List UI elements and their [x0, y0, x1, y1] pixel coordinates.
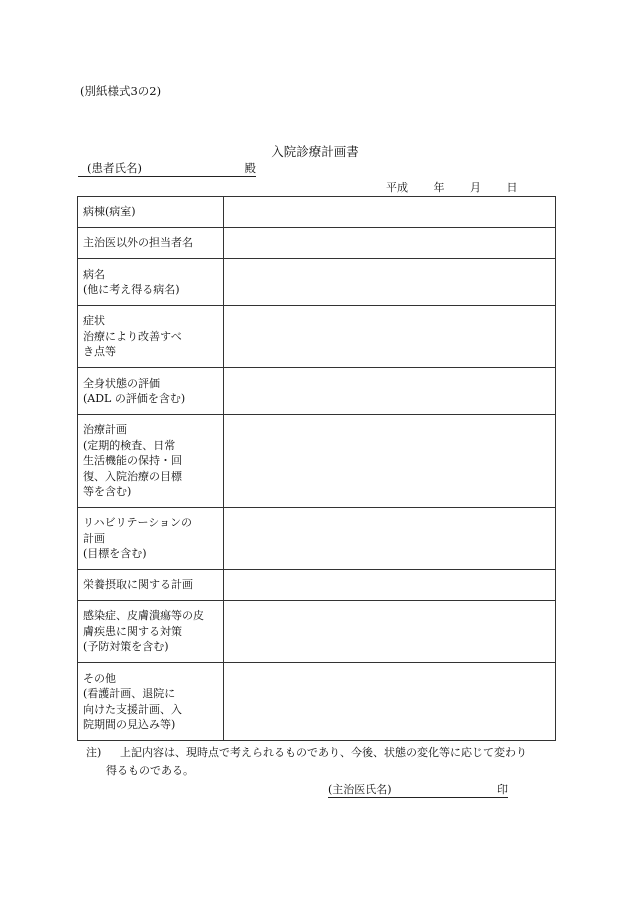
row-label-line: 生活機能の保持・回: [83, 454, 182, 468]
row-label-line: 治療により改善すべ: [83, 329, 182, 343]
row-label-line: 等を含む): [83, 485, 132, 499]
row-label: [78, 570, 224, 601]
row-label-line: (他に考え得る病名): [83, 283, 180, 296]
date-era: 平成: [386, 181, 408, 194]
patient-honorific: 殿: [244, 161, 256, 175]
table-row: [78, 197, 556, 228]
row-label-line: き点等: [83, 345, 116, 359]
date-day: 日: [506, 181, 518, 194]
row-label: [78, 197, 224, 228]
row-label: [78, 415, 224, 508]
row-label-line: 復、入院治療の目標: [83, 469, 182, 483]
row-value-cell[interactable]: [224, 663, 556, 741]
note-mark: 注): [86, 746, 102, 759]
row-label-line: 症状: [83, 314, 105, 328]
table-row: [78, 228, 556, 259]
table-row: [78, 415, 556, 508]
row-value-cell[interactable]: [224, 197, 556, 228]
row-label-line: その他: [83, 671, 116, 685]
doctor-name-label: (主治医氏名): [328, 783, 392, 796]
date-year: 年: [433, 181, 445, 194]
patient-name-field[interactable]: [78, 160, 256, 177]
row-label-line: (ADL の評価を含む): [83, 392, 186, 405]
table-row: [78, 368, 556, 415]
row-label: [78, 368, 224, 415]
row-label: [78, 306, 224, 368]
plan-table: [77, 196, 556, 741]
row-label-line: 病棟(病室): [83, 205, 136, 219]
row-label-line: 全身状態の評価: [83, 376, 160, 390]
date-month: 月: [470, 181, 481, 194]
date-line: [386, 179, 518, 195]
row-value-cell[interactable]: [224, 601, 556, 663]
row-label-line: 病名: [83, 267, 105, 281]
row-label-line: 計画: [83, 531, 105, 545]
row-value-cell[interactable]: [224, 570, 556, 601]
row-label-line: 感染症、皮膚潰瘍等の皮: [83, 609, 204, 623]
row-label-line: 治療計画: [83, 423, 127, 437]
row-value-cell[interactable]: [224, 415, 556, 508]
row-label: [78, 259, 224, 306]
table-row: [78, 570, 556, 601]
form-code: (別紙様式3の2): [80, 84, 162, 98]
table-row: [78, 663, 556, 741]
row-label-line: 膚疾患に関する対策: [83, 624, 182, 638]
row-label-line: (予防対策を含む): [83, 640, 169, 654]
row-label: [78, 663, 224, 741]
row-label: [78, 601, 224, 663]
document-title: 入院診療計画書: [271, 144, 359, 159]
table-row: [78, 259, 556, 306]
row-value-cell[interactable]: [224, 259, 556, 306]
row-value-cell[interactable]: [224, 228, 556, 259]
row-label-line: 栄養摂取に関する計画: [83, 578, 193, 592]
row-label-line: (看護計画、退院に: [83, 687, 176, 700]
table-row: [78, 306, 556, 368]
table-row: [78, 508, 556, 570]
row-label-line: 向けた支援計画、入: [83, 702, 182, 716]
patient-name-label: (患者氏名): [87, 161, 142, 175]
row-value-cell[interactable]: [224, 368, 556, 415]
doctor-name-field[interactable]: [328, 781, 508, 798]
row-label-line: (定期的検査、日常: [83, 438, 176, 452]
row-label: [78, 508, 224, 570]
row-label-line: リハビリテーションの: [83, 516, 193, 530]
row-label-line: 院期間の見込み等): [83, 718, 176, 731]
row-label-line: (目標を含む): [83, 547, 147, 561]
note-line-2: 得るものである。: [106, 764, 194, 777]
note-line-1: 上記内容は、現時点で考えられるものであり、今後、状態の変化等に応じて変わり: [120, 746, 527, 759]
table-row: [78, 601, 556, 663]
row-value-cell[interactable]: [224, 306, 556, 368]
row-value-cell[interactable]: [224, 508, 556, 570]
row-label: [78, 228, 224, 259]
seal-mark: 印: [497, 783, 508, 796]
row-label-line: 主治医以外の担当者名: [83, 236, 193, 250]
